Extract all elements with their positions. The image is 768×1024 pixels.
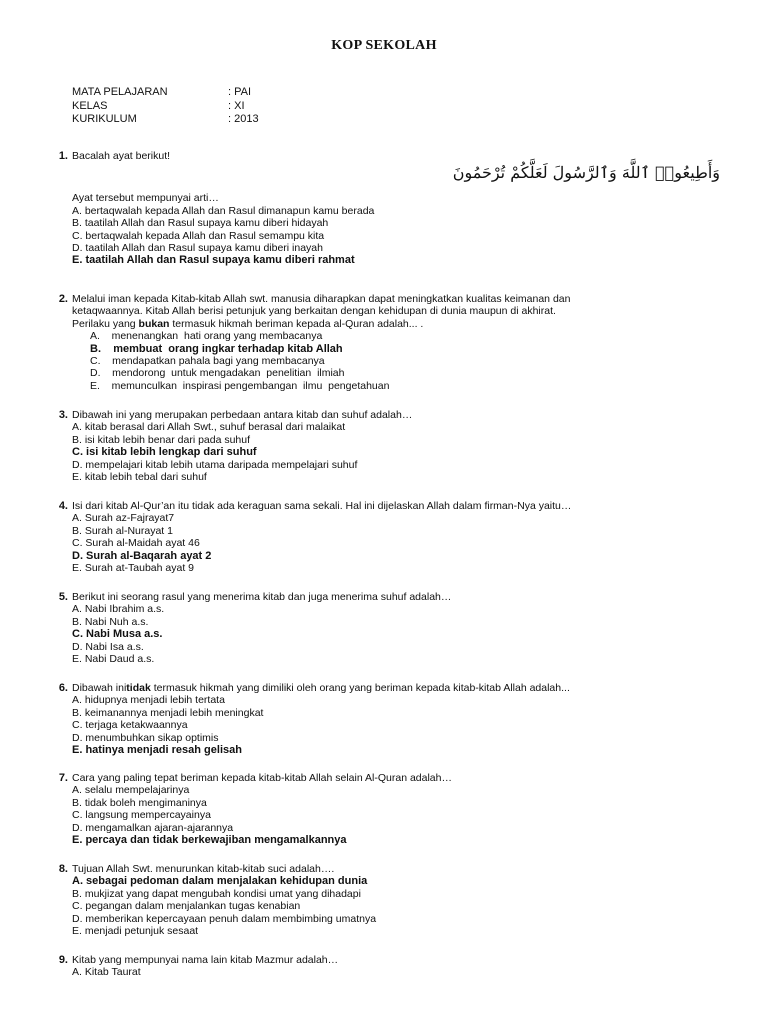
option-list [72, 512, 728, 574]
page-title: KOP SEKOLAH [331, 38, 437, 53]
question-text-pre: Dibawah ini [72, 682, 127, 694]
answer-option: E. kitab lebih tebal dari suhuf [72, 471, 207, 484]
answer-option: B. mukjizat yang dapat mengubah kondisi umat yang dihadapi [72, 887, 361, 900]
answer-option: A. Surah az-Fajrayat7 [72, 512, 175, 525]
answer-option: A. selalu mempelajarinya [72, 784, 190, 797]
question-text-line: ketaqwaannya. Kitab Allah berisi petunjuk yang berkaitan dengan kehidupan di dunia maupun di akhirat. [72, 305, 556, 318]
answer-option: D. mengamalkan ajaran-ajarannya [72, 821, 234, 834]
meta-label: KURIKULUM [72, 113, 137, 125]
answer-option: A. Kitab Taurat [72, 966, 141, 979]
answer-option: C. terjaga ketakwaannya [72, 719, 188, 732]
question-text: Isi dari kitab Al-Qur’an itu tidak ada keraguan sama sekali. Hal ini dijelaskan Allah dalam firman-Nya yaitu… [72, 500, 572, 512]
answer-option-correct: E. percaya dan tidak berkewajiban mengamalkannya [72, 834, 347, 847]
question-number: 8. [58, 863, 68, 875]
arabic-verse: وَأَطِيعُوا۟ ٱللَّهَ وَٱلرَّسُولَ لَعَلَّكُمْ تُرْحَمُونَ [452, 163, 720, 182]
answer-option: B. isi kitab lebih benar dari pada suhuf [72, 433, 251, 446]
answer-option: A. kitab berasal dari Allah Swt., suhuf berasal dari malaikat [72, 421, 346, 434]
option-list [72, 603, 728, 665]
answer-option: E. menjadi petunjuk sesaat [72, 925, 199, 938]
answer-option: D. menumbuhkan sikap optimis [72, 731, 219, 744]
answer-option: C. langsung mempercayainya [72, 809, 211, 822]
meta-label: MATA PELAJARAN [72, 86, 168, 98]
meta-row-subject [72, 86, 259, 100]
question-7 [38, 772, 728, 846]
meta-value: : 2013 [228, 113, 259, 125]
answer-option: B. Nabi Nuh a.s. [72, 615, 149, 628]
answer-option: E. memunculkan inspirasi pengembangan ilmu pengetahuan [90, 379, 390, 392]
question-9 [38, 954, 728, 979]
answer-option-correct: C. Nabi Musa a.s. [72, 628, 163, 641]
answer-option: D. memberikan kepercayaan penuh dalam membimbing umatnya [72, 912, 377, 925]
answer-option: C. pegangan dalam menjalankan tugas kenabian [72, 900, 301, 913]
answer-option: A. bertaqwalah kepada Allah dan Rasul dimanapun kamu berada [72, 204, 375, 217]
question-text [72, 318, 728, 330]
question-number: 3. [58, 409, 68, 421]
answer-option-correct: C. isi kitab lebih lengkap dari suhuf [72, 446, 257, 459]
question-text-pre: Perilaku yang [72, 317, 139, 330]
answer-option-correct: B. membuat orang ingkar terhadap kitab Allah [90, 342, 343, 355]
answer-option: D. taatilah Allah dan Rasul supaya kamu diberi inayah [72, 242, 323, 255]
answer-option-correct: A. sebagai pedoman dalam menjalakan kehidupan dunia [72, 875, 368, 888]
question-text: Berikut ini seorang rasul yang menerima kitab dan juga menerima suhuf adalah… [72, 591, 452, 603]
answer-option: A. menenangkan hati orang yang membacanya [90, 330, 323, 343]
answer-option: B. taatilah Allah dan Rasul supaya kamu diberi hidayah [72, 217, 329, 230]
question-6 [38, 682, 728, 756]
question-text: Kitab yang mempunyai nama lain kitab Mazmur adalah… [72, 954, 339, 966]
option-list [72, 421, 728, 483]
meta-label: KELAS [72, 99, 108, 112]
question-text: Tujuan Allah Swt. menurunkan kitab-kitab suci adalah…. [72, 863, 335, 875]
answer-option: B. keimanannya menjadi lebih meningkat [72, 706, 264, 719]
answer-option-correct: E. taatilah Allah dan Rasul supaya kamu diberi rahmat [72, 254, 355, 267]
answer-option: E. Surah at-Taubah ayat 9 [72, 562, 194, 575]
question-text [72, 682, 728, 694]
option-list [72, 784, 728, 846]
question-number: 5. [58, 591, 68, 603]
option-list [72, 694, 728, 756]
exam-meta [72, 86, 259, 127]
question-5 [38, 591, 728, 665]
answer-option: C. Surah al-Maidah ayat 46 [72, 537, 200, 550]
question-number: 9. [58, 954, 68, 966]
option-list [72, 205, 728, 267]
answer-option: B. Surah al-Nurayat 1 [72, 524, 173, 537]
answer-option: C. bertaqwalah kepada Allah dan Rasul semampu kita [72, 229, 325, 242]
question-text-post: termasuk hikmah beriman kepada al-Quran adalah... . [169, 317, 424, 330]
meta-row-class [72, 100, 259, 114]
question-2 [38, 293, 728, 392]
meta-value: : XI [228, 99, 245, 112]
question-text: Cara yang paling tepat beriman kepada kitab-kitab Allah selain Al-Quran adalah… [72, 772, 452, 784]
answer-option: E. Nabi Daud a.s. [72, 653, 155, 666]
answer-option: A. Nabi Ibrahim a.s. [72, 603, 165, 616]
question-intro: Bacalah ayat berikut! [72, 150, 171, 162]
question-number: 1. [58, 150, 68, 162]
question-number: 7. [58, 772, 68, 784]
question-number: 6. [58, 682, 68, 694]
answer-option: D. Nabi Isa a.s. [72, 640, 144, 653]
meta-value: : PAI [228, 86, 252, 98]
option-list [72, 966, 728, 978]
answer-option: C. mendapatkan pahala bagi yang membacanya [90, 355, 325, 368]
option-list [72, 330, 728, 392]
question-text-line: Melalui iman kepada Kitab-kitab Allah swt. manusia diharapkan dapat meningkatkan kualitas keimanan dan [72, 293, 571, 305]
question-number: 4. [58, 500, 68, 512]
question-text: Ayat tersebut mempunyai arti… [72, 192, 219, 205]
option-list [72, 875, 728, 937]
question-text-post: termasuk hikmah yang dimiliki oleh orang yang beriman kepada kitab-kitab Allah adalah... [150, 682, 570, 694]
answer-option: B. tidak boleh mengimaninya [72, 796, 207, 809]
answer-option: D. mempelajari kitab lebih utama daripada mempelajari suhuf [72, 458, 358, 471]
answer-option-correct: E. hatinya menjadi resah gelisah [72, 744, 242, 757]
question-emphasis: tidak [126, 682, 151, 694]
question-8 [38, 863, 728, 937]
question-text: Dibawah ini yang merupakan perbedaan antara kitab dan suhuf adalah… [72, 409, 413, 421]
question-emphasis: bukan [138, 317, 170, 330]
question-4 [38, 500, 728, 574]
meta-row-curriculum [72, 113, 259, 127]
answer-option: A. hidupnya menjadi lebih tertata [72, 694, 225, 707]
question-3 [38, 409, 728, 483]
answer-option-correct: D. Surah al-Baqarah ayat 2 [72, 549, 212, 562]
answer-option: D. mendorong untuk mengadakan penelitian ilmiah [90, 367, 345, 380]
question-number: 2. [58, 293, 68, 305]
